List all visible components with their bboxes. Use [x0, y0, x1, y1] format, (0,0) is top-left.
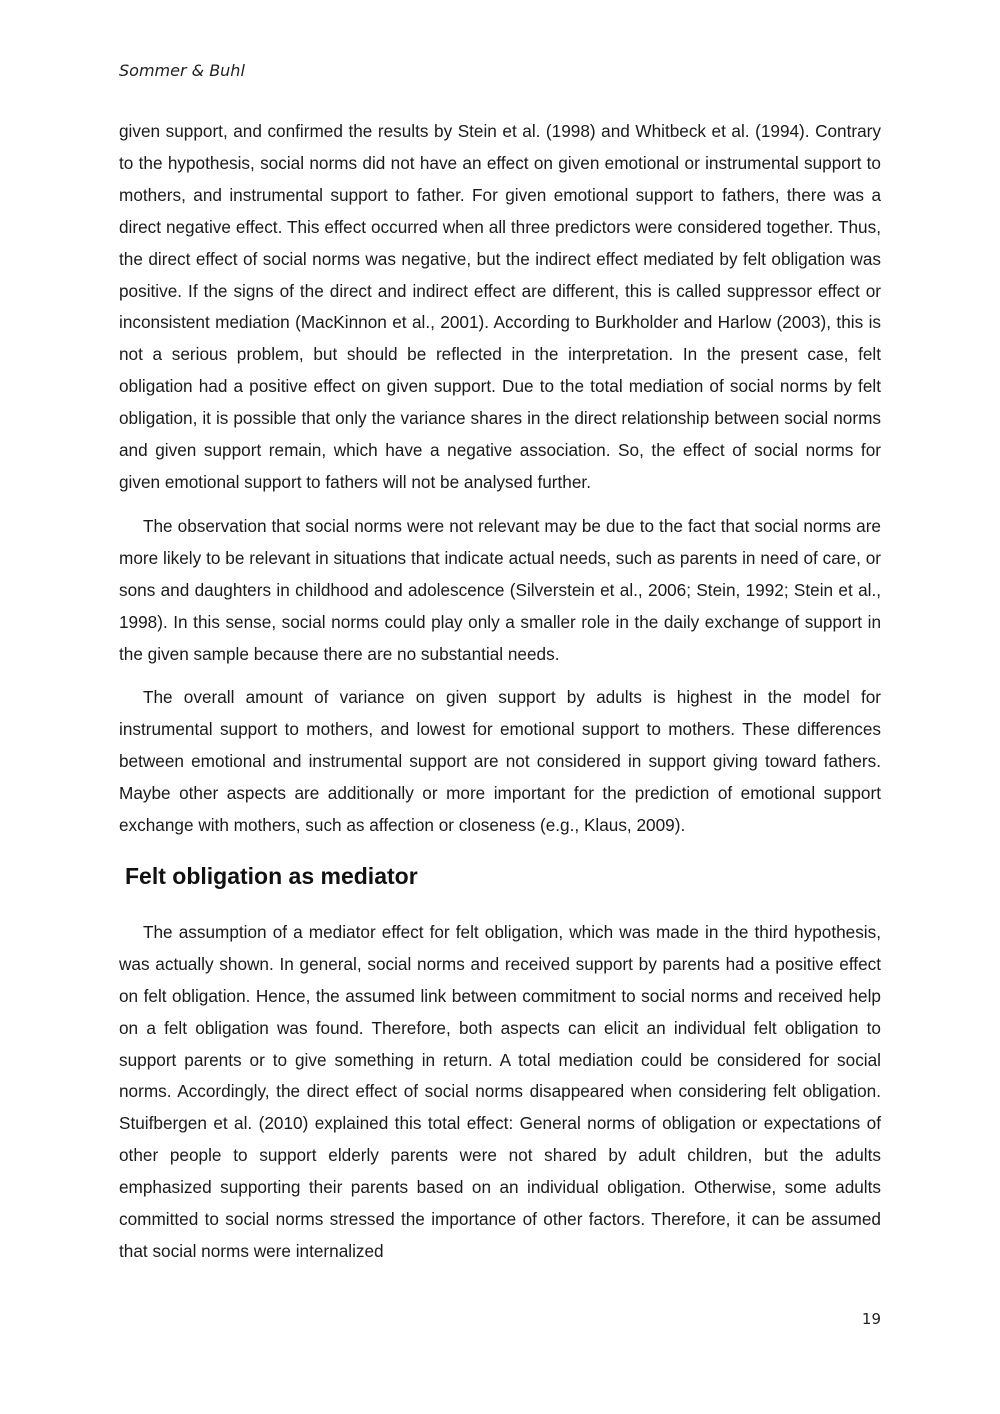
page-number: 19 — [861, 1310, 881, 1328]
section-heading: Felt obligation as mediator — [125, 862, 418, 889]
running-header: Sommer & Buhl — [119, 61, 245, 80]
body-paragraph: The overall amount of variance on given support by adults is highest in the model for instrumental support to mothers, and lowest for emotional support to mothers. These differences between emotional and instrumental support are not considered in support giving toward fathers. Maybe other aspects are additionally or more important for the prediction of emotional support exchange with mothers, such as affection or closeness (e.g., Klaus, 2009). — [119, 687, 881, 836]
body-paragraph: The assumption of a mediator effect for felt obligation, which was made in the third hypothesis, was actually shown. In general, social norms and received support by parents had a positive effect on felt obligation. Hence, the assumed link between commitment to social norms and received help on a felt obligation was found. Therefore, both aspects can elicit an individual felt obligation to support parents or to give something in return. A total mediation could be considered for social norms. Accordingly, the direct effect of social norms disappeared when considering felt obligation. Stuifbergen et al. (2010) explained this total effect: General norms of obligation or expectations of other people to support elderly parents were not shared by adult children, but the adults emphasized supporting their parents based on an individual obligation. Otherwise, some adults committed to social norms stressed the importance of other factors. Therefore, it can be assumed that social norms were internalized — [119, 921, 881, 1261]
page-body — [119, 116, 881, 1280]
body-paragraph: given support, and confirmed the results by Stein et al. (1998) and Whitbeck et al. (1994). Contrary to the hypothesis, social norms did not have an effect on given emotional or instrumental support to mothers, and instrumental support to father. For given emotional support to fathers, there was a direct negative effect. This effect occurred when all three predictors were considered together. Thus, the direct effect of social norms was negative, but the indirect effect mediated by felt obligation was positive. If the signs of the direct and indirect effect are different, this is called suppressor effect or inconsistent mediation (MacKinnon et al., 2001). According to Burkholder and Harlow (2003), this is not a serious problem, but should be reflected in the interpretation. In the present case, felt obligation had a positive effect on given support. Due to the total mediation of social norms by felt obligation, it is possible that only the variance shares in the direct relationship between social norms and given support remain, which have a negative association. So, the effect of social norms for given emotional support to fathers will not be analysed further. — [119, 121, 881, 492]
body-paragraph: The observation that social norms were not relevant may be due to the fact that social norms are more likely to be relevant in situations that indicate actual needs, such as parents in need of care, or sons and daughters in childhood and adolescence (Silverstein et al., 2006; Stein, 1992; Stein et al., 1998). In this sense, social norms could play only a smaller role in the daily exchange of support in the given sample because there are no substantial needs. — [119, 515, 881, 664]
